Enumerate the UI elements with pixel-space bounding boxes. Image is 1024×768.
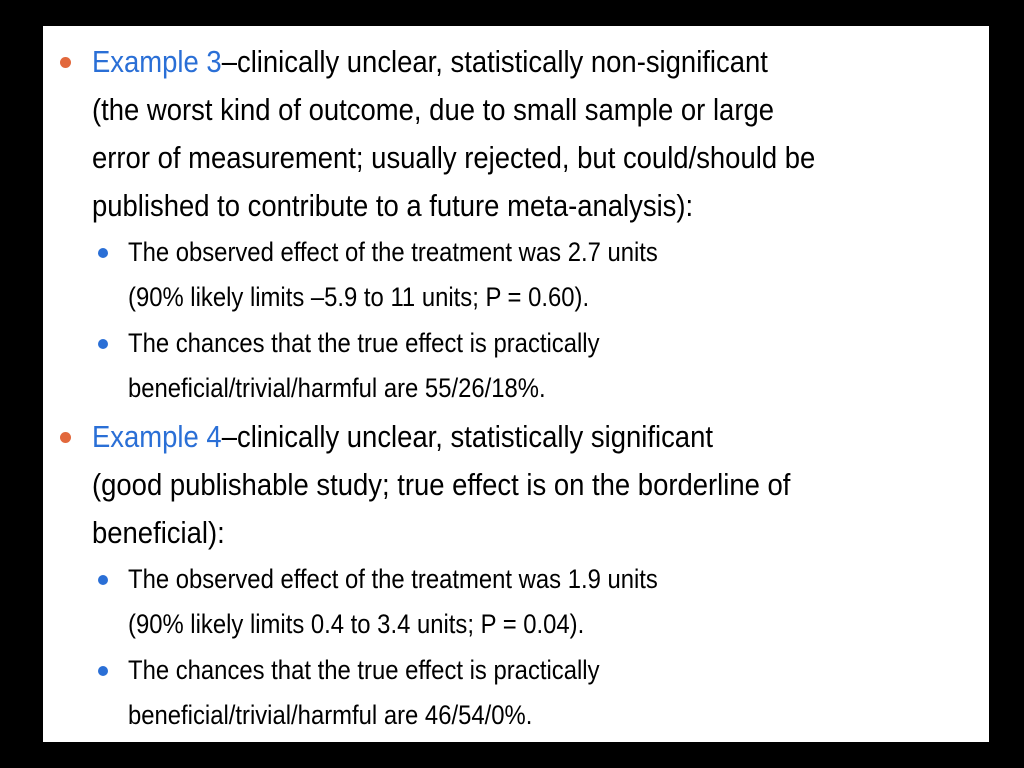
example-4-point-2-line-1: The chances that the true effect is practically [128,655,600,685]
example-3-point-2-line-2: beneficial/trivial/harmful are 55/26/18%. [128,373,546,403]
example-3-point-2 [128,321,893,411]
example-4-point-1-line-2: (90% likely limits 0.4 to 3.4 units; P = 0.04). [128,609,585,639]
example-3-point-2-line-1: The chances that the true effect is practically [128,328,600,358]
bullet-icon [98,575,108,585]
bullet-icon [98,666,108,676]
example-4-heading-line-3: beneficial): [92,516,225,550]
bullet-icon [60,57,71,68]
bullet-icon [60,432,71,443]
bullet-icon [98,248,108,258]
example-4-point-1 [128,557,893,647]
example-4-heading-line-2: (good publishable study; true effect is on the borderline of [92,468,791,502]
example-3-point-1-line-1: The observed effect of the treatment was 2.7 units [128,237,658,267]
example-4-heading [92,413,893,557]
example-4-point-2 [128,648,893,738]
example-4-heading-line-1: Example 4–clinically unclear, statistically significant [92,420,713,454]
example-3-heading-line-2: (the worst kind of outcome, due to small sample or large [92,93,774,127]
example-3-label: Example 3 [92,45,222,79]
bullet-icon [98,339,108,349]
slide [43,26,989,742]
example-3-heading-line-1: Example 3–clinically unclear, statistically non-significant [92,45,768,79]
example-4-point-1-line-1: The observed effect of the treatment was 1.9 units [128,564,658,594]
example-3-point-1 [128,230,893,320]
example-3-heading-line-4: published to contribute to a future meta-analysis): [92,189,694,223]
example-3-heading [92,38,893,230]
example-4-label: Example 4 [92,420,222,454]
example-3-point-1-line-2: (90% likely limits –5.9 to 11 units; P = 0.60). [128,282,590,312]
example-3-heading-line-3: error of measurement; usually rejected, but could/should be [92,141,816,175]
example-4-point-2-line-2: beneficial/trivial/harmful are 46/54/0%. [128,700,533,730]
